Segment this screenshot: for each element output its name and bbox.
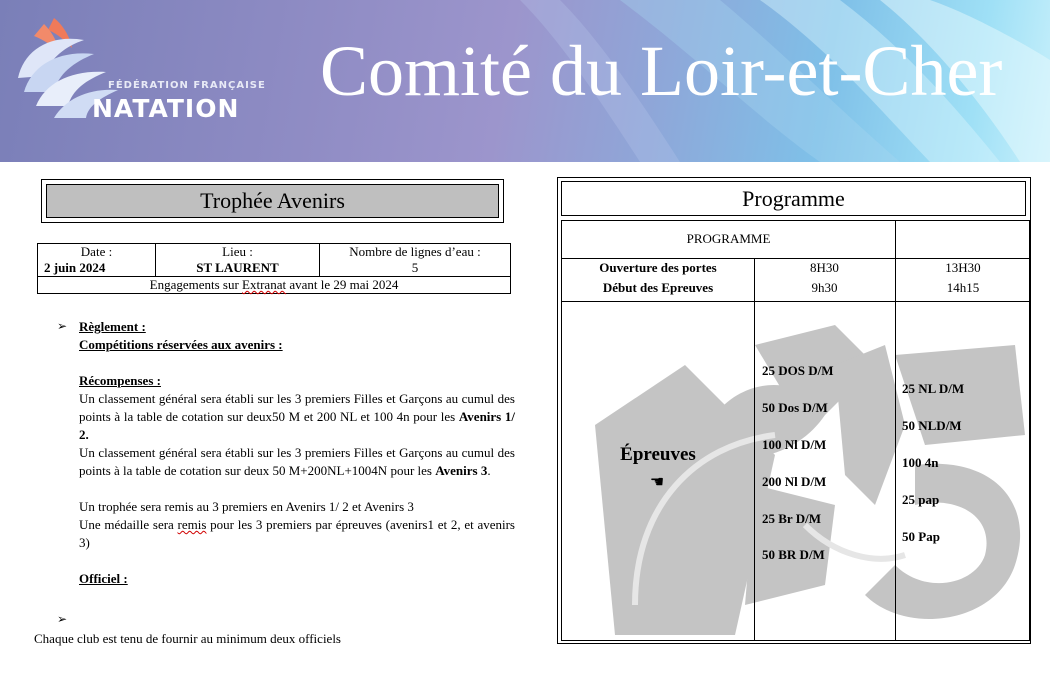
event-afternoon-4: 25 pap	[902, 492, 940, 507]
programme-header-label: PROGRAMME	[686, 231, 771, 246]
header-banner	[0, 0, 1050, 162]
epreuves-label: Épreuves	[620, 444, 696, 465]
ouverture-morning: 8H30	[810, 260, 839, 275]
event-morning-6: 50 BR D/M	[762, 547, 825, 562]
lignes-label: Nombre de lignes d’eau :	[349, 244, 481, 259]
date-cell	[38, 244, 156, 277]
programme-table	[561, 220, 1030, 641]
recompense-paragraph-2	[79, 444, 515, 480]
arrow-bullet-icon: ➢	[57, 612, 68, 626]
p2-bold: Avenirs 3	[435, 463, 488, 478]
officiel-text: Chaque club est tenu de fournir au minimum deux officiels	[34, 631, 341, 646]
ffn-logo	[14, 14, 284, 124]
medaille-line	[79, 516, 515, 552]
lignes-value: 5	[411, 260, 419, 275]
ouverture-afternoon: 13H30	[945, 260, 981, 275]
officiel-heading: Officiel :	[79, 571, 128, 586]
p1-text: Un classement général sera établi sur les 3 premiers Filles et Garçons au cumul des points à la table de cotation sur deux50 M et 200 NL et 100 4n pour les	[79, 391, 515, 424]
date-label: Date :	[80, 244, 113, 259]
reglement-section	[79, 318, 515, 588]
ouverture-label: Ouverture des portes	[599, 260, 717, 275]
engagements-prefix: Engagements sur	[149, 277, 243, 292]
event-morning-2: 50 Dos D/M	[762, 400, 828, 415]
logo-natation-text: NATATION	[92, 94, 240, 123]
hand-pointing-left-icon: ☚	[649, 474, 665, 491]
medaille-a: Une médaille sera	[79, 517, 178, 532]
p2-end: .	[487, 463, 491, 478]
event-info-table	[37, 243, 511, 294]
date-value: 2 juin 2024	[44, 260, 106, 275]
event-afternoon-1: 25 NL D/M	[902, 381, 965, 396]
lignes-cell	[320, 244, 511, 277]
medaille-c: pour les 3 premiers par épreuves (avenirs1 et 2, et avenirs 3)	[79, 517, 515, 550]
engagements-suffix: avant le 29 mai 2024	[286, 277, 399, 292]
programme-title: Programme	[561, 181, 1026, 216]
reglement-heading: Règlement :	[79, 319, 146, 334]
event-afternoon-3: 100 4n	[902, 455, 939, 470]
lieu-label: Lieu :	[222, 244, 253, 259]
engagements-cell	[38, 277, 511, 294]
reglement-sub: Compétitions réservées aux avenirs :	[79, 337, 283, 352]
arrow-bullet-icon: ➢	[57, 319, 68, 333]
p1-bold: Avenirs 1/ 2.	[79, 409, 515, 442]
lieu-value: ST LAURENT	[196, 260, 279, 275]
logo-federation-text: FÉDÉRATION FRANÇAISE	[108, 80, 266, 91]
page-title: Comité du Loir-et-Cher	[320, 31, 1003, 111]
trophy-title-box	[41, 179, 504, 223]
event-morning-1: 25 DOS D/M	[762, 363, 834, 378]
p2-text: Un classement général sera établi sur les 3 premiers Filles et Garçons au cumul des points à la table de cotation sur deux 50 M+200NL+1004N pour les	[79, 445, 515, 478]
event-afternoon-2: 50 NLD/M	[902, 418, 962, 433]
trophy-title: Trophée Avenirs	[46, 184, 499, 218]
event-morning-4: 200 Nl D/M	[762, 474, 827, 489]
event-morning-3: 100 Nl D/M	[762, 437, 827, 452]
event-afternoon-5: 50 Pap	[902, 529, 940, 544]
debut-label: Début des Epreuves	[602, 280, 714, 295]
debut-afternoon: 14h15	[946, 280, 980, 295]
recompense-paragraph-1	[79, 390, 515, 444]
recompenses-heading: Récompenses :	[79, 373, 161, 388]
event-morning-5: 25 Br D/M	[762, 511, 821, 526]
lieu-cell	[156, 244, 320, 277]
debut-morning: 9h30	[811, 280, 838, 295]
medaille-b: remis	[177, 517, 207, 532]
extranat-word: Extranat	[242, 277, 287, 292]
trophee-line: Un trophée sera remis au 3 premiers en Avenirs 1/ 2 et Avenirs 3	[79, 499, 414, 514]
